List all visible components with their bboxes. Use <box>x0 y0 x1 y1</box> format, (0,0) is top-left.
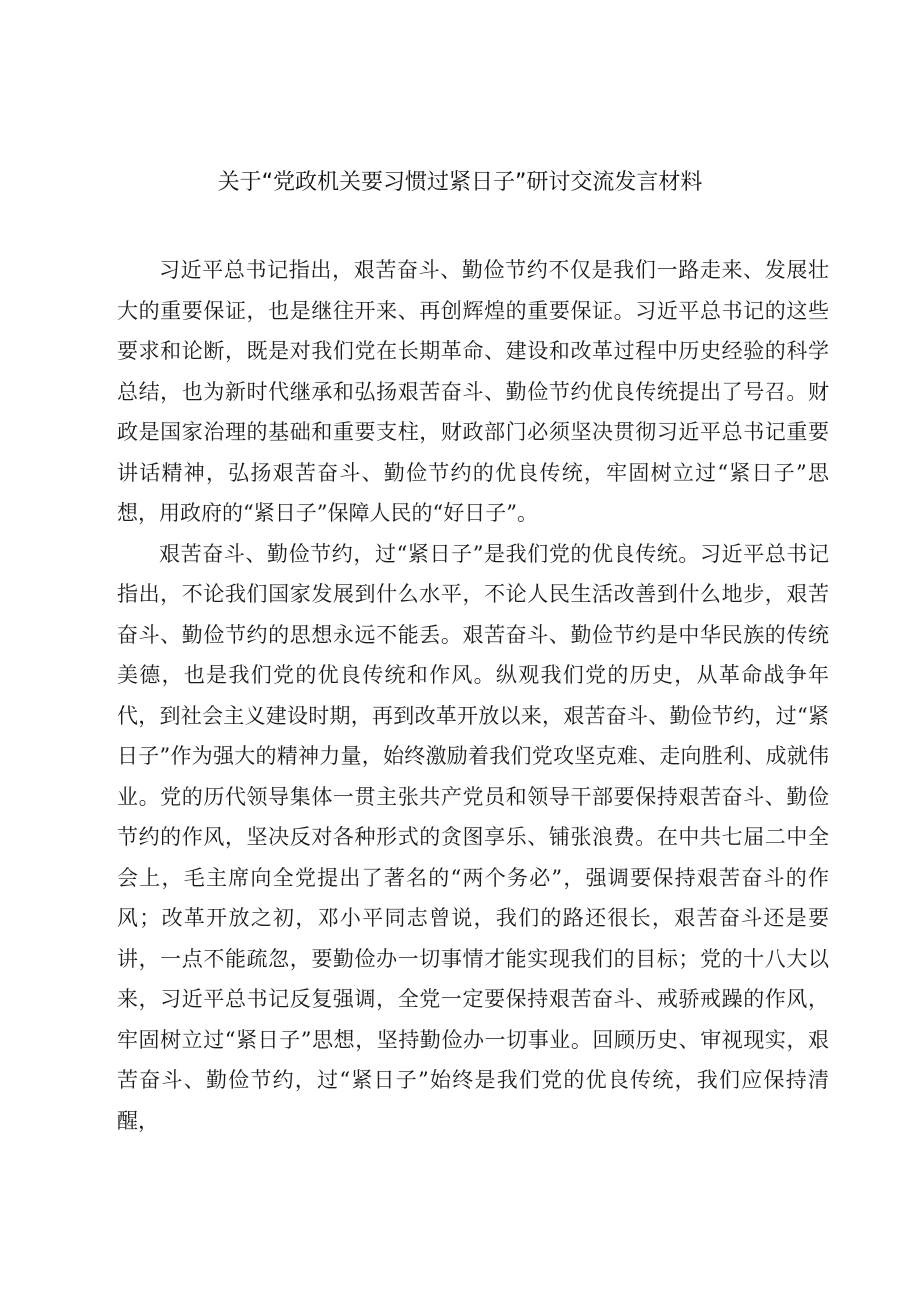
paragraph: 习近平总书记指出，艰苦奋斗、勤俭节约不仅是我们一路走来、发展壮大的重要保证，也是继往开来、再创辉煌的重要保证。习近平总书记的这些要求和论断，既是对我们党在长期革命、建设和改革过程中历史经验的科学总结，也为新时代继承和弘扬艰苦奋斗、勤俭节约优良传统提出了号召。财政是国家治理的基础和重要支柱，财政部门必须坚决贯彻习近平总书记重要讲话精神，弘扬艰苦奋斗、勤俭节约的优良传统，牢固树立过“紧日子”思想，用政府的“紧日子”保障人民的“好日子”。 <box>117 258 829 525</box>
document-title: 关于“党政机关要习惯过紧日子”研讨交流发言材料 <box>217 170 703 195</box>
document-body <box>117 250 829 1141</box>
paragraph: 艰苦奋斗、勤俭节约，过“紧日子”是我们党的优良传统。习近平总书记指出，不论我们国家发展到什么水平，不论人民生活改善到什么地步，艰苦奋斗、勤俭节约的思想永远不能丢。艰苦奋斗、勤俭节约是中华民族的传统美德，也是我们党的优良传统和作风。纵观我们党的历史，从革命战争年代，到社会主义建设时期，再到改革开放以来，艰苦奋斗、勤俭节约，过“紧日子”作为强大的精神力量，始终激励着我们党攻坚克难、走向胜利、成就伟业。党的历代领导集体一贯主张共产党员和领导干部要保持艰苦奋斗、勤俭节约的作风，坚决反对各种形式的贪图享乐、铺张浪费。在中共七届二中全会上，毛主席向全党提出了著名的“两个务必”，强调要保持艰苦奋斗的作风；改革开放之初，邓小平同志曾说，我们的路还很长，艰苦奋斗还是要讲，一点不能疏忽，要勤俭办一切事情才能实现我们的目标；党的十八大以来，习近平总书记反复强调，全党一定要保持艰苦奋斗、戒骄戒躁的作风，牢固树立过“紧日子”思想，坚持勤俭办一切事业。回顾历史、审视现实，艰苦奋斗、勤俭节约，过“紧日子”始终是我们党的优良传统，我们应保持清醒， <box>117 541 829 1133</box>
